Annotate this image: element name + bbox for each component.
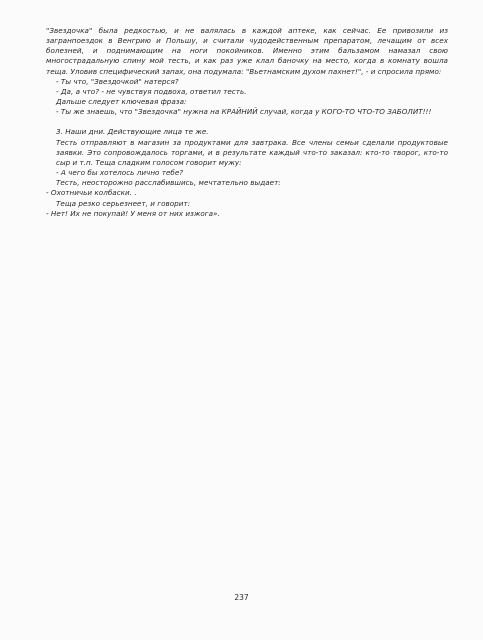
dialogue-line: - А чего бы хотелось лично тебе? xyxy=(56,168,184,178)
paragraph-shopping: Тесть отправляют в магазин за продуктами для завтрака. Все члены семьи сделали продуктовые заявки. Это сопровождалось торгами, и в результате каждый что-то заказал: кто-то творог, кто-то сыр и т.п. Теща сладким голосом говорит мужу: xyxy=(56,137,448,167)
page-number: 237 xyxy=(234,593,249,602)
narration-line: Тесть, неосторожно расслабившись, мечтательно выдает: xyxy=(56,178,281,188)
paragraph-balm-story: "Звездочка" была редкостью, и не валялась в каждой аптеке, как сейчас. Ее привозили из загранпоездок в Венгрию и Польшу, и считали чудодейственным препаратом, лечащим от всех болезней, и поднимающим на ноги покойников. Именно этим бальзамом намазал свою многострадальную спину мой тесть, и как раз уже клал баночку на место, когда в комнату вошла теща. Уловив специфический запах, она подумала: "Вьетнамским духом пахнет!", - и спросила прямо: xyxy=(46,26,448,76)
dialogue-line: - Нет! Их не покупай! У меня от них изжога». xyxy=(46,208,220,218)
dialogue-line: - Ты же знаешь, что "Звездочка" нужна на КРАЙНИЙ случай, когда у КОГО-ТО ЧТО-ТО ЗАБОЛИТ!!! xyxy=(56,107,432,117)
dialogue-line: - Да, а что? - не чувствуя подвоха, ответил тесть. xyxy=(56,86,247,96)
paragraph-gap xyxy=(46,117,448,127)
section-heading: 3. Наши дни. Действующие лица те же. xyxy=(56,127,209,137)
body-text xyxy=(46,26,448,219)
dialogue-line: - Ты что, "Звездочкой" натерся? xyxy=(56,76,179,86)
narration-line: Дальше следует ключевая фраза: xyxy=(56,97,187,107)
dialogue-line: - Охотничьи колбаски. . xyxy=(46,188,137,198)
narration-line: Теща резко серьезнеет, и говорит: xyxy=(56,198,191,208)
